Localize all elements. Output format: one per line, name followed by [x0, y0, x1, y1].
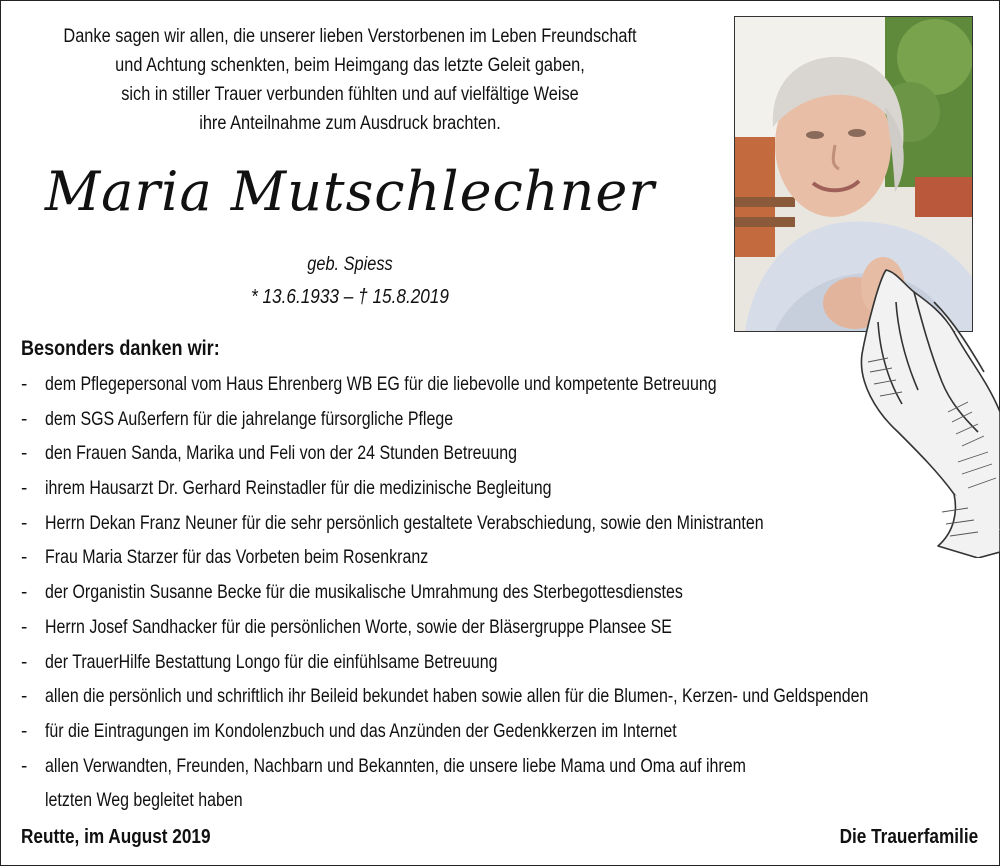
list-item-text: den Frauen Sanda, Marika und Feli von der 24 Stunden Betreuung: [45, 443, 518, 465]
signature: Die Trauerfamilie: [839, 826, 978, 848]
thanks-list: [0, 368, 1000, 819]
list-item-text: Frau Maria Starzer für das Vorbeten beim Rosenkranz: [45, 547, 429, 569]
list-item: [0, 611, 1000, 646]
list-bullet: -: [21, 720, 28, 742]
list-item: [0, 646, 1000, 681]
list-item-text: für die Eintragungen im Kondolenzbuch und das Anzünden der Gedenkkerzen im Internet: [45, 720, 677, 742]
intro-line: Danke sagen wir allen, die unserer lieben Verstorbenen im Leben Freundschaft: [63, 26, 637, 47]
list-bullet: -: [21, 582, 28, 604]
thanks-heading: Besonders danken wir:: [21, 337, 220, 360]
list-item-text: ihrem Hausarzt Dr. Gerhard Reinstadler für die medizinische Begleitung: [45, 478, 552, 500]
list-bullet: -: [21, 686, 28, 708]
list-item: [0, 680, 1000, 715]
list-item-text: [45, 750, 746, 818]
list-item-text: allen die persönlich und schriftlich ihr Beileid bekundet haben sowie allen für die Blumen-, Kerzen- und Geldspenden: [45, 686, 869, 708]
list-item-line: letzten Weg begleitet haben: [45, 789, 243, 811]
list-bullet: -: [21, 616, 28, 638]
list-bullet: -: [21, 651, 28, 673]
maiden-name: geb. Spiess: [307, 254, 393, 275]
list-item: [0, 437, 1000, 472]
list-item: [0, 576, 1000, 611]
list-bullet: -: [21, 478, 28, 500]
list-item-text: dem Pflegepersonal vom Haus Ehrenberg WB EG für die liebevolle und kompetente Betreuung: [45, 374, 717, 395]
life-dates: * 13.6.1933 – † 15.8.2019: [251, 286, 449, 308]
intro-line: ihre Anteilnahme zum Ausdruck brachten.: [199, 113, 501, 134]
list-item-text: Herrn Dekan Franz Neuner für die sehr persönlich gestaltete Verabschiedung, sowie den Ministranten: [45, 512, 764, 534]
list-item: [0, 403, 1000, 438]
list-item-text: der Organistin Susanne Becke für die musikalische Umrahmung des Sterbegottesdienstes: [45, 582, 683, 604]
list-item-line: allen Verwandten, Freunden, Nachbarn und Bekannten, die unsere liebe Mama und Oma auf ihrem: [45, 755, 746, 777]
list-bullet: -: [21, 547, 28, 569]
list-item: [0, 472, 1000, 507]
intro-text: [49, 22, 651, 138]
list-item: [0, 368, 1000, 403]
list-item: [0, 541, 1000, 576]
intro-line: und Achtung schenkten, beim Heimgang das letzte Geleit gaben,: [115, 55, 585, 76]
list-item: [0, 507, 1000, 542]
place-date: Reutte, im August 2019: [21, 826, 211, 848]
deceased-name: Maria Mutschlechner: [44, 160, 656, 223]
list-bullet: -: [21, 408, 28, 430]
list-item: [0, 750, 1000, 819]
list-item: [0, 715, 1000, 750]
list-item-text: dem SGS Außerfern für die jahrelange fürsorgliche Pflege: [45, 408, 454, 430]
list-bullet: -: [21, 755, 28, 777]
list-item-text: der TrauerHilfe Bestattung Longo für die einfühlsame Betreuung: [45, 651, 498, 673]
list-bullet: -: [21, 512, 28, 534]
intro-line: sich in stiller Trauer verbunden fühlten und auf vielfältige Weise: [121, 84, 579, 105]
list-bullet: -: [21, 443, 28, 465]
list-bullet: -: [21, 374, 28, 395]
list-item-text: Herrn Josef Sandhacker für die persönlichen Worte, sowie der Bläsergruppe Plansee SE: [45, 616, 672, 638]
